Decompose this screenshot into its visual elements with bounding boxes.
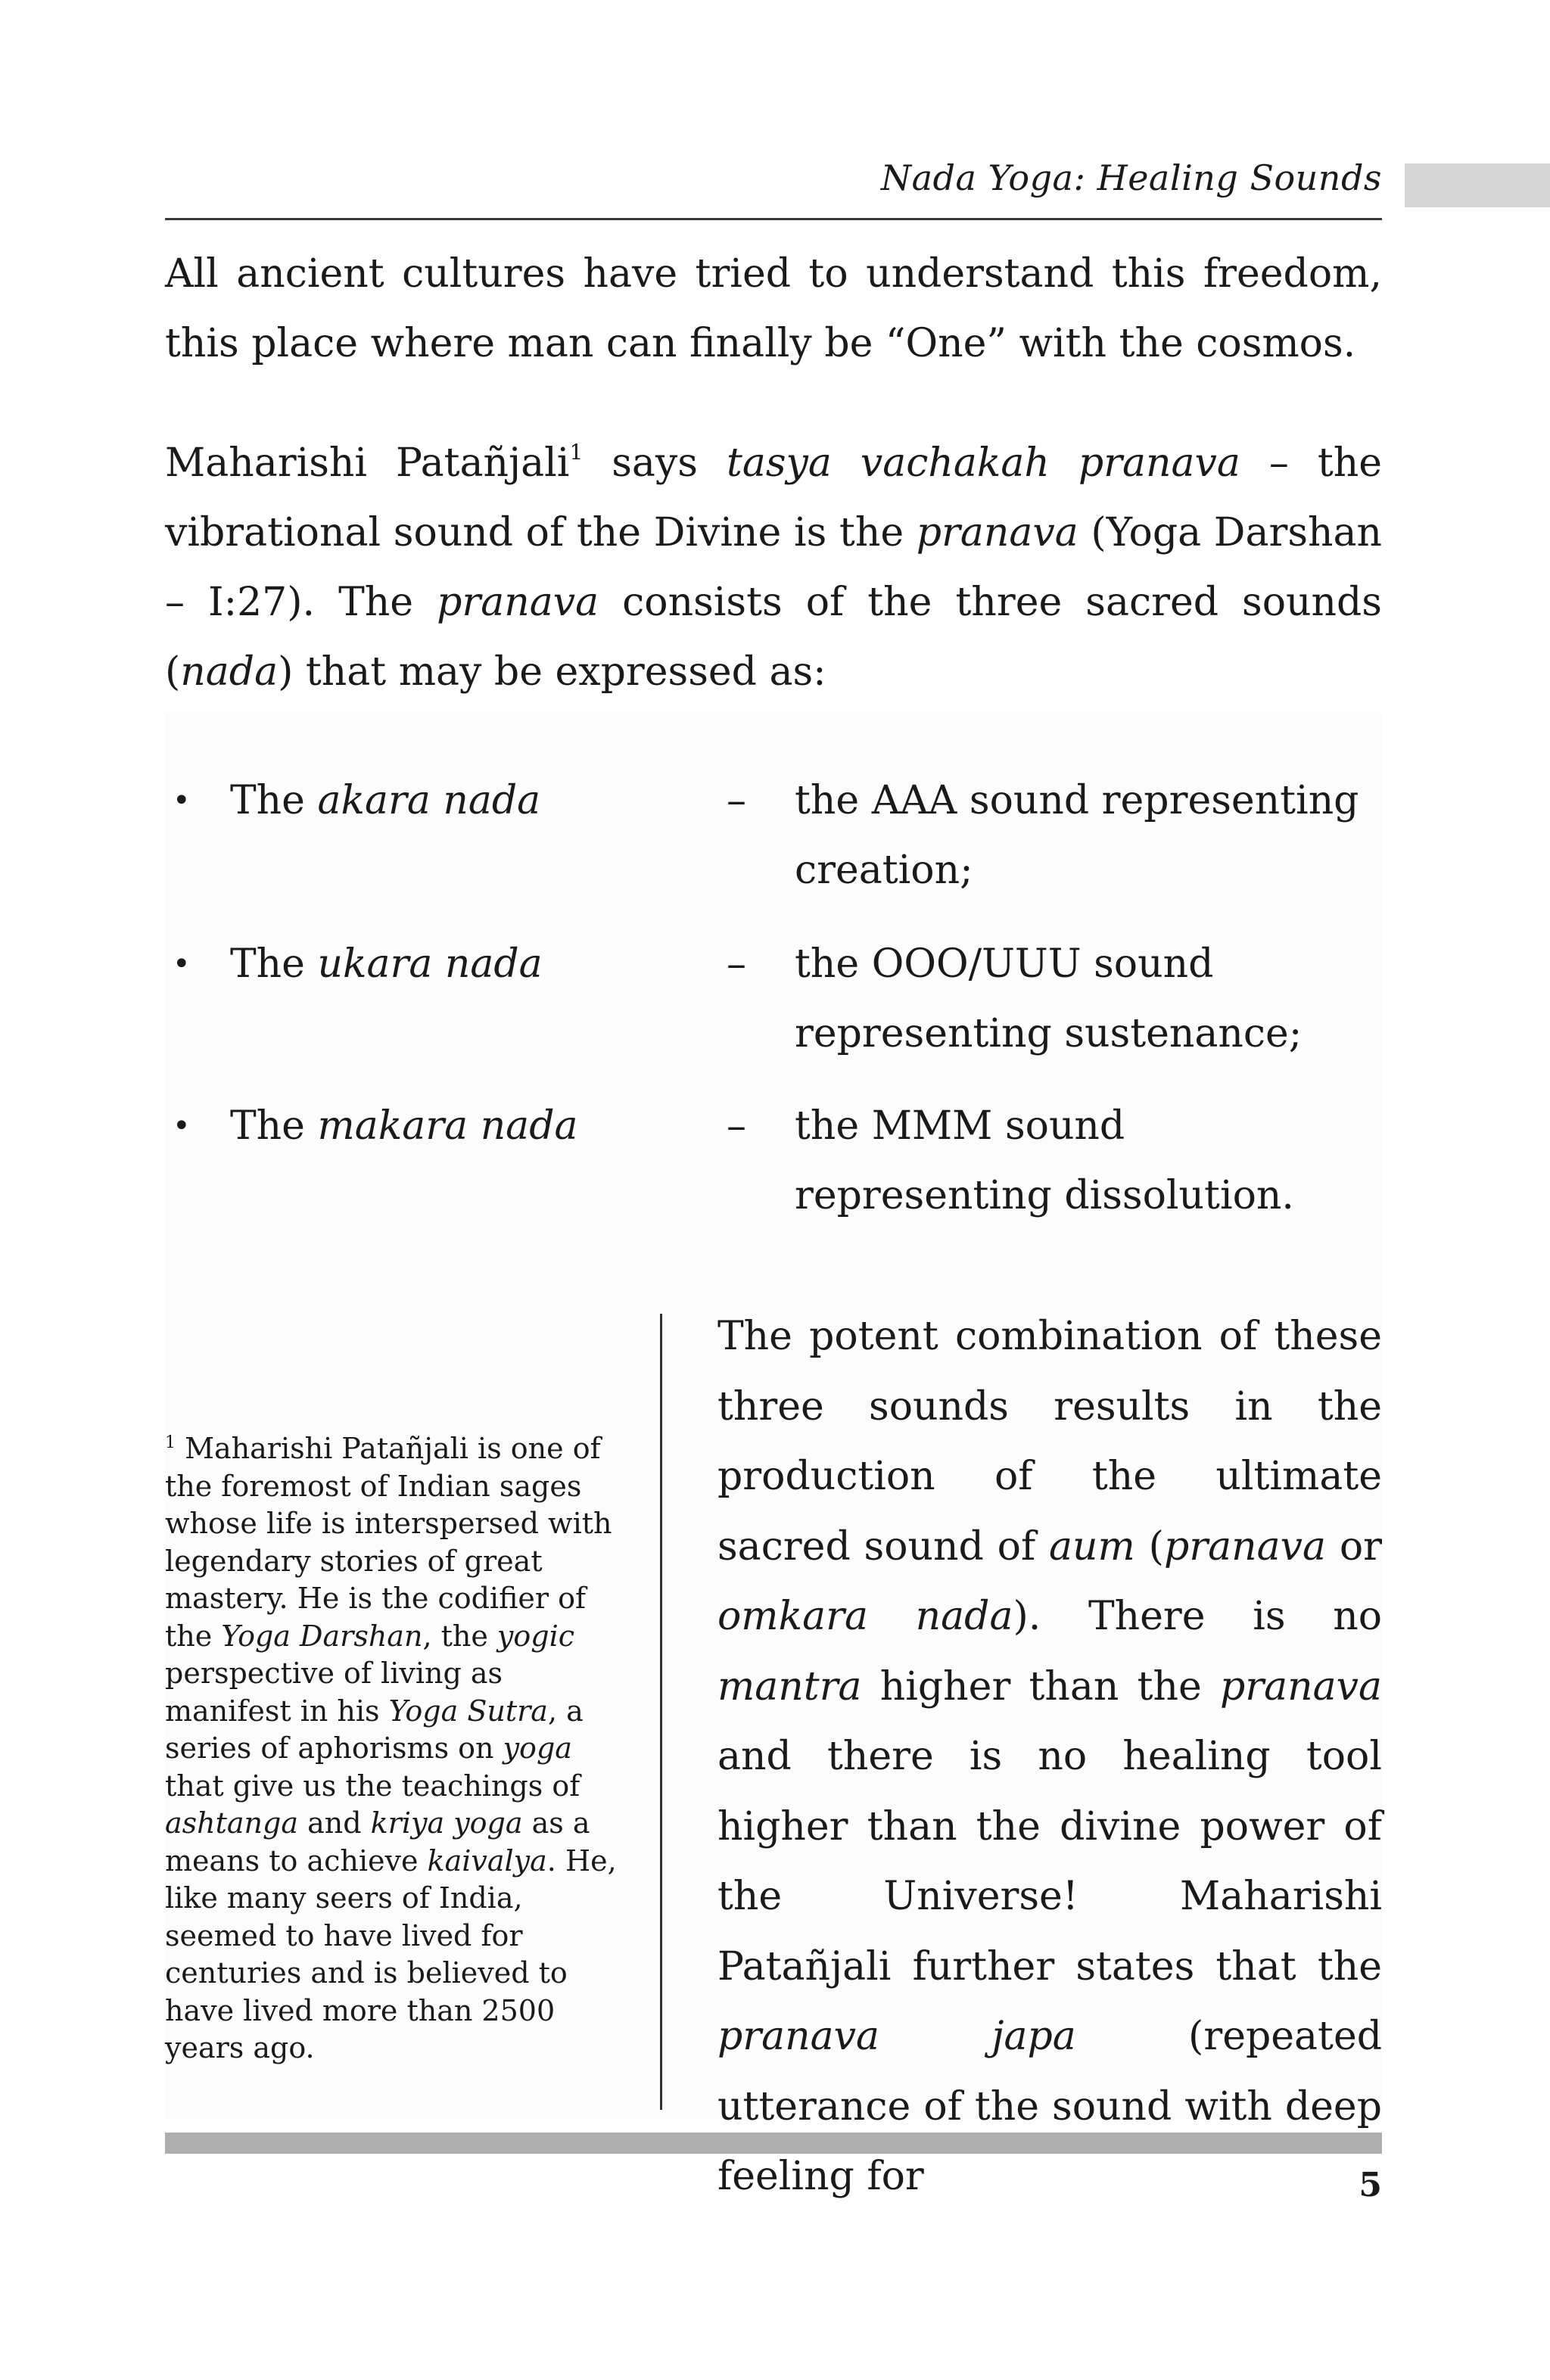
footnote-reference: 1 [569, 440, 584, 465]
header-tab-marker [1405, 163, 1550, 207]
bullet-icon: • [173, 783, 191, 818]
list-item-dash: – [727, 1103, 746, 1149]
italic-term: pranava [437, 580, 599, 625]
bullet-icon: • [173, 947, 191, 982]
running-header-title: Nada Yoga: Healing Sounds [880, 157, 1382, 198]
list-item-description: the AAA sound representing creation; [795, 778, 1359, 893]
pranava-paragraph [165, 428, 1382, 707]
footnote-marker: 1 [165, 1433, 176, 1452]
list-item-dash: – [727, 941, 746, 987]
text-run: says [583, 440, 727, 486]
italic-phrase: tasya vachakah pranava [726, 440, 1240, 486]
list-item-term: The ukara nada [230, 941, 543, 987]
footer-bar [165, 2133, 1382, 2154]
list-item-dash: – [727, 778, 746, 823]
column-divider [660, 1314, 662, 2110]
footnote: $^1$ Maharishi Patañjali is one of the foremost of Indian sages whose life is interspersed with legendary stories of great mastery. He is the codifier of the Yoga Darshan, the yogic perspective of living as manifest in his Yoga Sutra, a series of aphorisms on yoga that give us the teachings of ashtanga and kriya yoga as a means to achieve kaivalya. He, like many seers of India, seemed to have lived for centuries and is believed to have lived more than 2500 years ago. [165, 1432, 617, 2064]
list-item-description: the OOO/UUU sound representing sustenance; [795, 941, 1303, 1056]
header-rule [165, 218, 1382, 220]
intro-paragraph: All ancient cultures have tried to understand this freedom, this place where man can finally be “One” with the cosmos. [165, 251, 1382, 366]
text-run: Maharishi Patañjali [165, 440, 570, 486]
list-item-term: The makara nada [230, 1103, 578, 1149]
bullet-icon: • [173, 1109, 191, 1143]
text-run: consists of the three sacred sounds ( [165, 580, 1382, 695]
list-item-term: The akara nada [230, 778, 541, 823]
right-column-paragraph: The potent combination of these three sounds results in the production of the ultimate sacred sound of aum (pranava or omkara nada). There is no mantra higher than the pranava and there is no healing tool higher than the divine power of the Universe! Maharishi Patañjali further states that the pranava japa (repeated utterance of the sound with deep feeling for [717, 1314, 1382, 2199]
text-run: ) that may be expressed as: [278, 649, 826, 695]
text-run: – the vibrational sound of the Divine is the [165, 440, 1382, 555]
italic-term: nada [180, 649, 279, 695]
italic-term: pranava [916, 510, 1078, 555]
text-run: (Yoga Darshan – I:27). The [165, 510, 1383, 625]
list-item-description: the MMM sound representing dissolution. [795, 1103, 1294, 1218]
page-number: 5 [1359, 2166, 1382, 2204]
